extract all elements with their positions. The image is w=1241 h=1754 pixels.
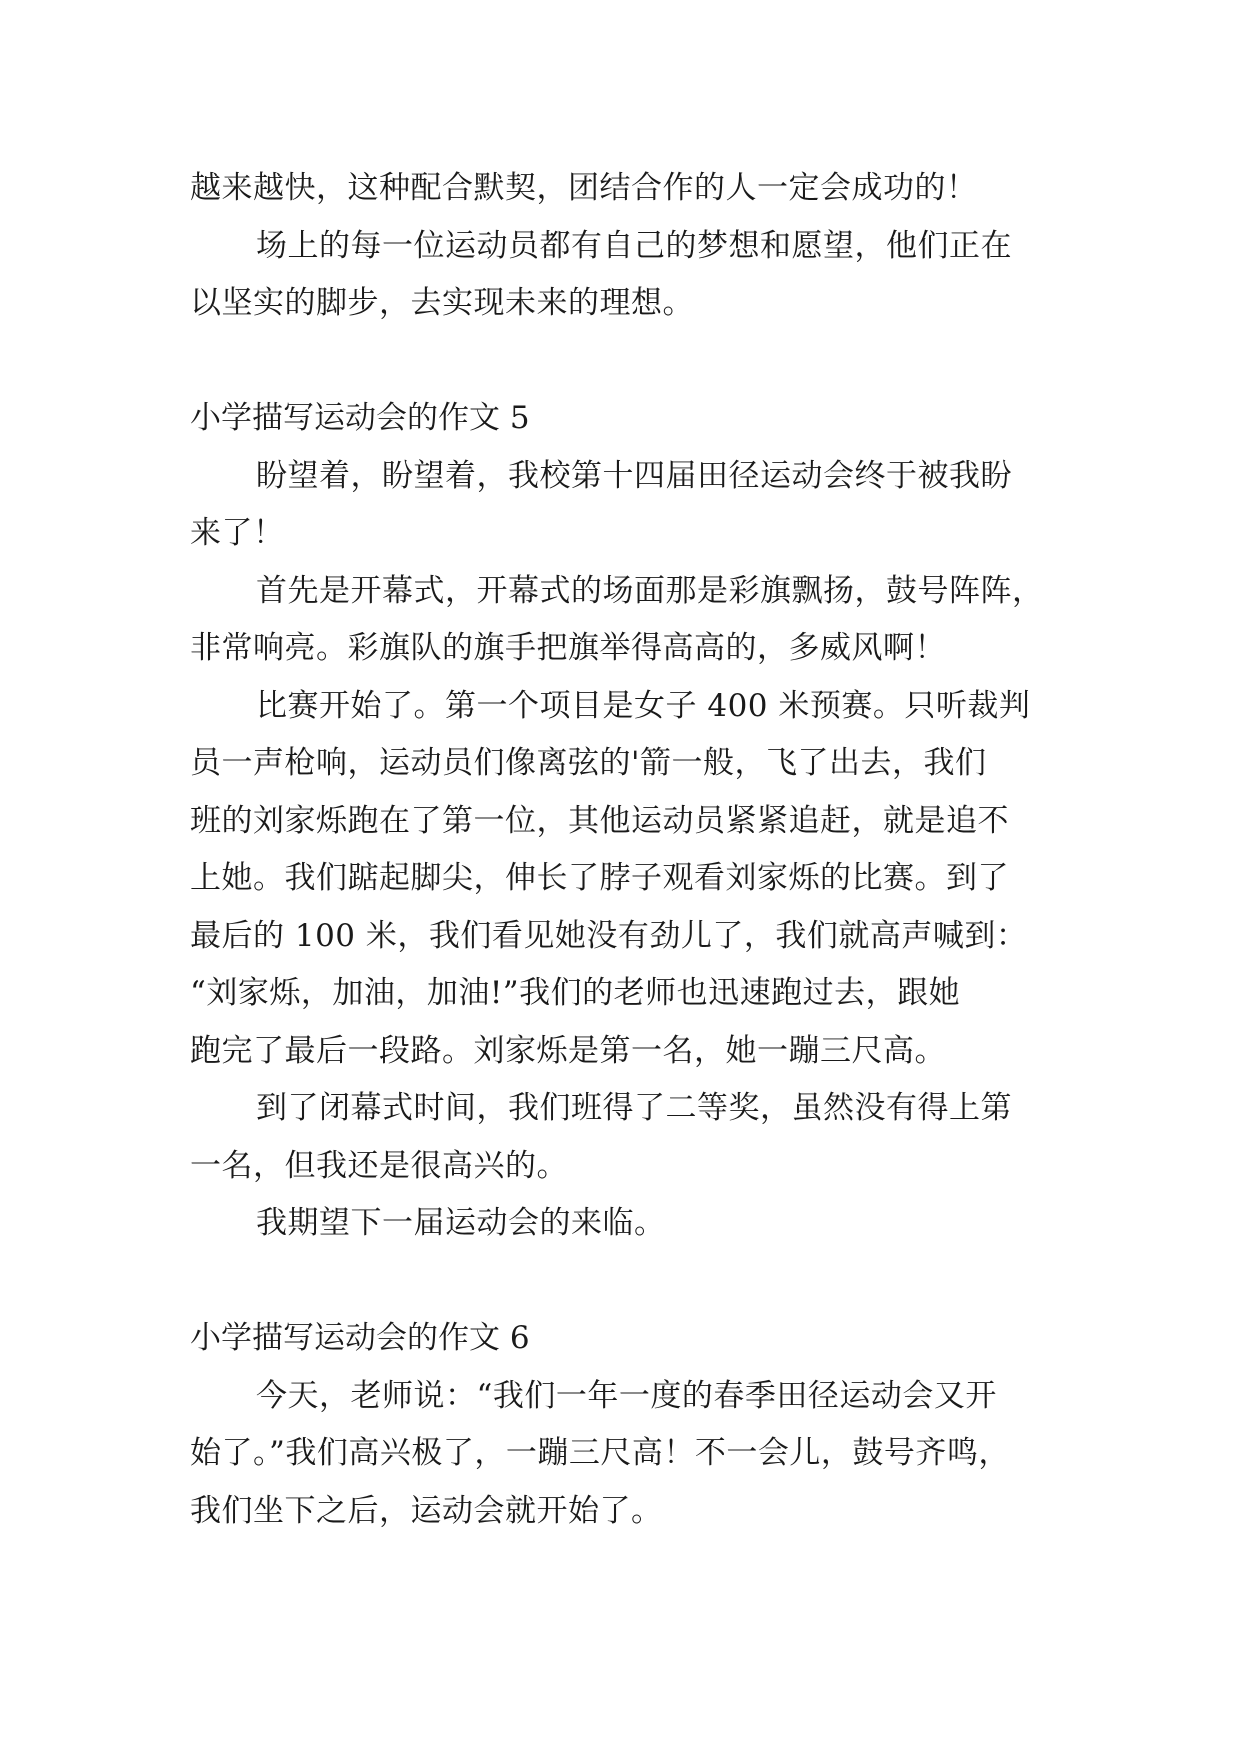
text-line: 始了。”我们高兴极了，一蹦三尺高！不一会儿，鼓号齐鸣， [190,1435,1010,1471]
text-line: 首先是开幕式，开幕式的场面那是彩旗飘扬，鼓号阵阵， [256,572,1044,609]
section-gap [190,333,1060,391]
text-line: 员一声枪响，运动员们像离弦的'箭一般，飞了出去，我们 [190,745,987,781]
text-line: 我期望下一届运动会的来临。 [256,1205,666,1241]
section-gap [190,1253,1060,1311]
text-line: 到了闭幕式时间，我们班得了二等奖，虽然没有得上第 [256,1090,1012,1126]
text-line: 比赛开始了。第一个项目是女子 400 米预赛。只听裁判 [256,687,1031,724]
text-line: 我们坐下之后，运动会就开始了。 [190,1492,663,1529]
section-heading: 小学描写运动会的作文 5 [190,400,530,436]
text-line: 今天，老师说：“我们一年一度的春季田径运动会又开 [256,1377,997,1414]
text-line: 跑完了最后一段路。刘家烁是第一名，她一蹦三尺高。 [190,1032,946,1069]
text-line: 一名，但我还是很高兴的。 [190,1147,568,1184]
section-heading: 小学描写运动会的作文 6 [190,1320,530,1356]
text-line: 盼望着，盼望着，我校第十四届田径运动会终于被我盼 [256,457,1012,494]
text-line: 最后的 100 米，我们看见她没有劲儿了，我们就高声喊到： [190,917,1028,954]
text-line: “刘家烁，加油，加油!”我们的老师也迅速跑过去，跟她 [190,975,961,1011]
text-line: 上她。我们踮起脚尖，伸长了脖子观看刘家烁的比赛。到了 [190,860,1009,896]
text-line: 场上的每一位运动员都有自己的梦想和愿望，他们正在 [256,227,1012,264]
text-line: 非常响亮。彩旗队的旗手把旗举得高高的，多威风啊！ [190,630,946,666]
text-line: 越来越快，这种配合默契，团结合作的人一定会成功的！ [190,170,978,206]
text-line: 以坚实的脚步，去实现未来的理想。 [190,285,694,321]
document-page [190,160,1060,1540]
text-line: 班的刘家烁跑在了第一位，其他运动员紧紧追赶，就是追不 [190,802,1009,839]
text-line: 来了！ [190,515,285,551]
